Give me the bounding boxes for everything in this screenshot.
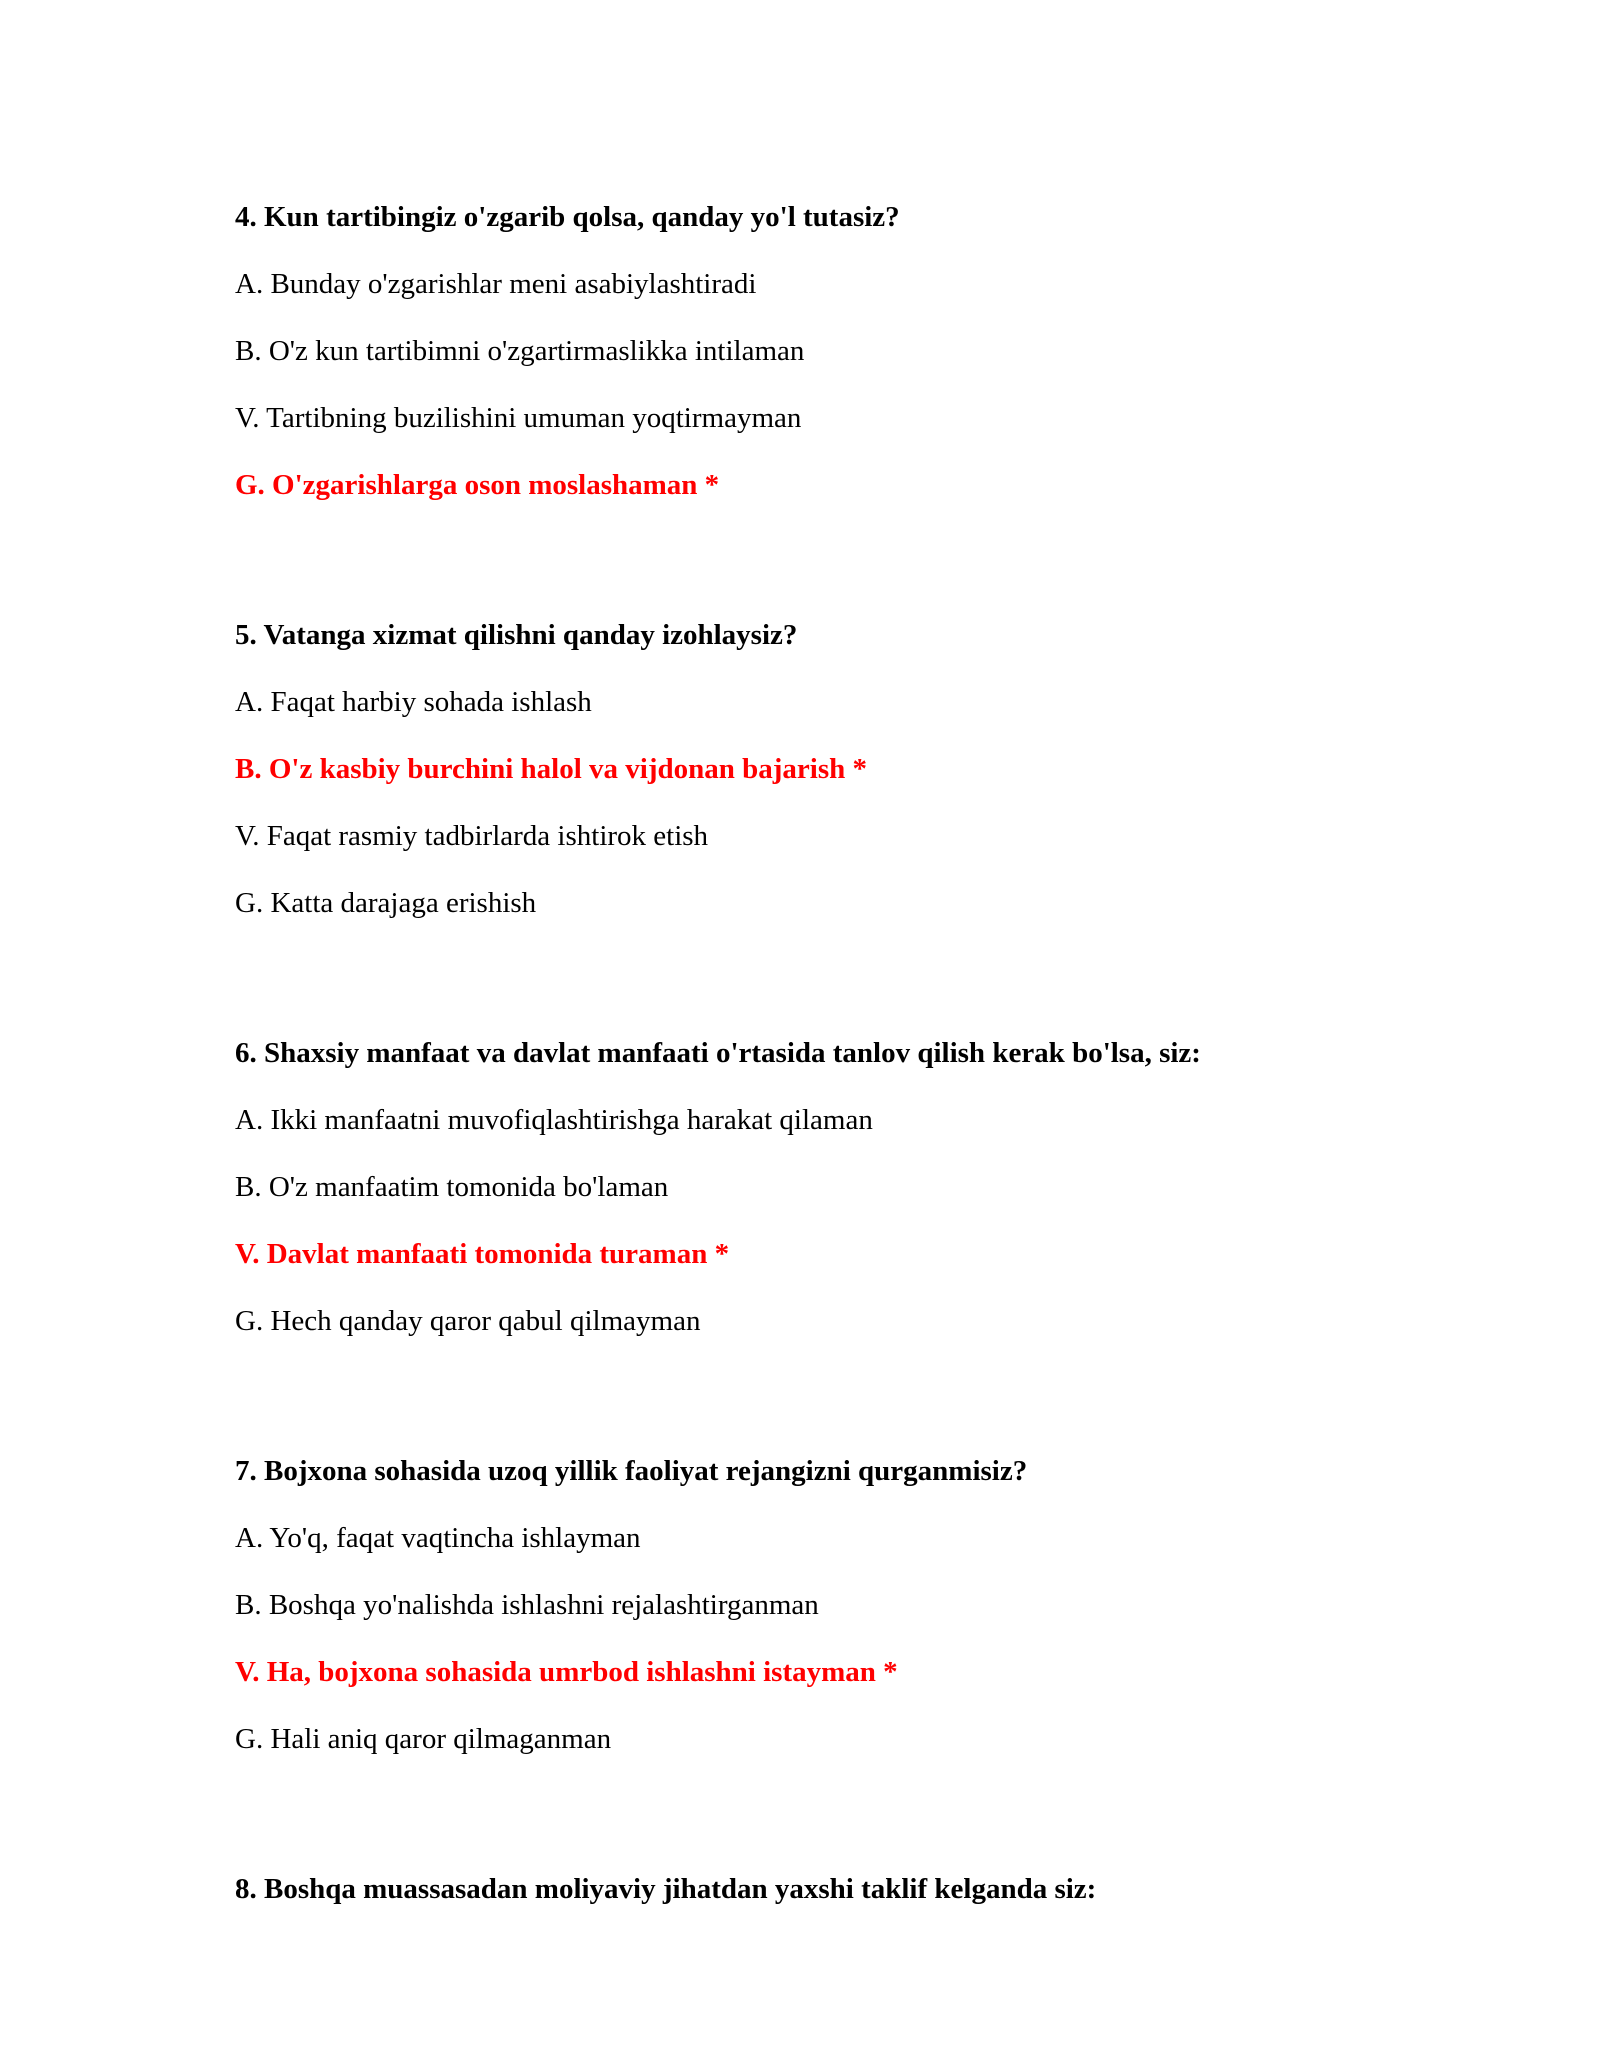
question-8 <box>235 1856 1435 1923</box>
question-title: 8. Boshqa muassasadan moliyaviy jihatdan yaxshi taklif kelganda siz: <box>235 1873 1097 1905</box>
question-title: 5. Vatanga xizmat qilishni qanday izohlaysiz? <box>235 619 798 651</box>
option-a: A. Faqat harbiy sohada ishlash <box>235 686 592 718</box>
option-g-correct: G. O'zgarishlarga oson moslashaman * <box>235 469 720 501</box>
option-b: B. O'z kun tartibimni o'zgartirmaslikka intilaman <box>235 335 805 367</box>
document-page <box>235 184 1435 2006</box>
option-b: B. O'z manfaatim tomonida bo'laman <box>235 1171 669 1203</box>
option-b-correct: B. O'z kasbiy burchini halol va vijdonan bajarish * <box>235 753 867 785</box>
option-a: A. Ikki manfaatni muvofiqlashtirishga harakat qilaman <box>235 1104 873 1136</box>
question-4 <box>235 184 1435 519</box>
option-g: G. Katta darajaga erishish <box>235 887 537 919</box>
question-title: 4. Kun tartibingiz o'zgarib qolsa, qanday yo'l tutasiz? <box>235 201 900 233</box>
option-v: V. Tartibning buzilishini umuman yoqtirmayman <box>235 402 802 434</box>
question-title: 7. Bojxona sohasida uzoq yillik faoliyat rejangizni qurganmisiz? <box>235 1455 1028 1487</box>
option-v-correct: V. Ha, bojxona sohasida umrbod ishlashni istayman * <box>235 1656 898 1688</box>
question-7 <box>235 1438 1435 1773</box>
option-g: G. Hali aniq qaror qilmaganman <box>235 1723 612 1755</box>
option-b: B. Boshqa yo'nalishda ishlashni rejalashtirganman <box>235 1589 819 1621</box>
question-title: 6. Shaxsiy manfaat va davlat manfaati o'rtasida tanlov qilish kerak bo'lsa, siz: <box>235 1037 1201 1069</box>
option-a: A. Yo'q, faqat vaqtincha ishlayman <box>235 1522 641 1554</box>
question-5 <box>235 602 1435 937</box>
option-g: G. Hech qanday qaror qabul qilmayman <box>235 1305 701 1337</box>
option-v-correct: V. Davlat manfaati tomonida turaman * <box>235 1238 730 1270</box>
question-6 <box>235 1020 1435 1355</box>
option-a: A. Bunday o'zgarishlar meni asabiylashtiradi <box>235 268 757 300</box>
option-v: V. Faqat rasmiy tadbirlarda ishtirok etish <box>235 820 709 852</box>
